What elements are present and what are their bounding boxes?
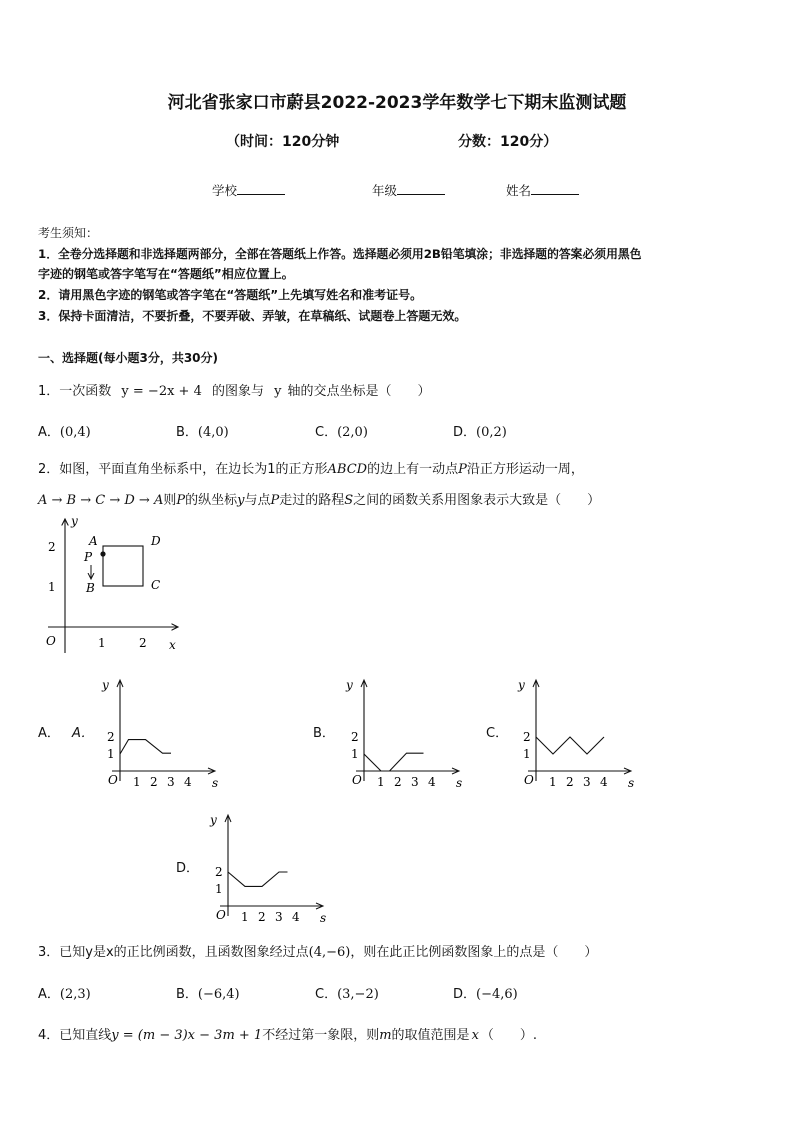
- q2-var-y: y: [237, 493, 245, 508]
- q1-option-b-letter: B．: [176, 425, 198, 440]
- q2-fig-origin: O: [46, 634, 56, 648]
- question-3: [38, 941, 597, 960]
- q2-text-1a: 2．如图，平面直角坐标系中，在边长为1的正方形: [38, 462, 328, 477]
- q2-text-2e: 与点: [244, 493, 271, 508]
- q2-square: [103, 546, 143, 586]
- exam-time: （时间：120分钟: [226, 134, 340, 150]
- graph-d-s-label: s: [320, 911, 327, 925]
- q1-mid: 的图象与: [212, 384, 265, 399]
- graph-c-tick-s-3: 3: [583, 775, 591, 789]
- name-blank[interactable]: [531, 182, 579, 195]
- graph-c-tick-y-1: 1: [523, 747, 531, 761]
- q4-suffix: （ ）.: [480, 1028, 538, 1043]
- graph-a-tick-s-4: 4: [184, 775, 192, 789]
- q3-option-d-value: (−4,6): [476, 987, 518, 1002]
- graph-a-s-label: s: [212, 776, 219, 790]
- q2-vertex-p: P: [84, 550, 93, 564]
- q1-option-a[interactable]: [38, 421, 91, 440]
- graph-a-curve: [120, 740, 171, 754]
- graph-d-curve: [228, 872, 288, 886]
- graph-d-origin: O: [216, 908, 226, 922]
- graph-d-tick-s-3: 3: [275, 910, 283, 924]
- q4-var-m: m: [379, 1028, 392, 1043]
- graph-b-tick-s-1: 1: [377, 775, 385, 789]
- q3-option-c-letter: C．: [315, 987, 338, 1002]
- q2-vertex-d: D: [151, 534, 161, 548]
- graph-c-curve: [536, 737, 604, 754]
- graph-d-y-label: y: [210, 813, 217, 827]
- graph-b-y-label: y: [346, 678, 353, 692]
- graph-a-tick-s-2: 2: [150, 775, 158, 789]
- school-field: [212, 181, 285, 199]
- q2-option-c-letter[interactable]: C．: [486, 726, 509, 741]
- page-title: 河北省张家口市蔚县2022-2023学年数学七下期末监测试题: [167, 93, 627, 113]
- graph-c-y-label: y: [518, 678, 525, 692]
- graph-c-s-label: s: [628, 776, 635, 790]
- name-label: 姓名: [506, 183, 532, 198]
- graph-a-origin: O: [108, 773, 118, 787]
- q3-option-d[interactable]: [453, 983, 518, 1002]
- q3-text-b: ，则在此正比例函数图象上的点是（ ）: [350, 945, 598, 960]
- q2-option-d-letter[interactable]: D．: [176, 861, 200, 876]
- q2-option-b-letter[interactable]: B．: [313, 726, 335, 741]
- graph-b-s-label: s: [456, 776, 463, 790]
- q2-path: A → B → C → D → A: [38, 493, 164, 508]
- q2-vertex-c: C: [151, 578, 161, 592]
- graph-a-tick-s-3: 3: [167, 775, 175, 789]
- graph-d-tick-s-1: 1: [241, 910, 249, 924]
- q2-figure: [38, 513, 188, 655]
- q3-option-b[interactable]: [176, 983, 240, 1002]
- name-field: [506, 181, 579, 199]
- q2-graph-c[interactable]: [514, 673, 639, 791]
- q1-suffix: 轴的交点坐标是（ ）: [287, 384, 431, 399]
- q2-text-2g: 走过的路程: [279, 493, 345, 508]
- q2-point-p-2: P: [176, 493, 186, 508]
- q1-axis: y: [274, 384, 282, 399]
- q2-fig-tick-y2: 2: [48, 540, 56, 554]
- q4-var-x: x: [471, 1028, 479, 1043]
- q1-option-b-value: (4,0): [197, 425, 229, 440]
- q2-point-p-dot: [100, 551, 105, 556]
- notice-item-1-line-1: 1．全卷分选择题和非选择题两部分，全部在答题纸上作答。选择题必须用2B铅笔填涂；非选择题的答案必须用黑色: [38, 247, 642, 261]
- q2-text-2i: 之间的函数关系用图象表示大致是（ ）: [353, 493, 601, 508]
- q3-option-b-value: (−6,4): [197, 987, 240, 1002]
- graph-b-origin: O: [352, 773, 362, 787]
- q4-prefix: 4．已知直线: [38, 1028, 112, 1043]
- graph-a-tick-s-1: 1: [133, 775, 141, 789]
- q1-option-d[interactable]: [453, 421, 507, 440]
- q2-line-1: [38, 458, 584, 477]
- q3-option-a[interactable]: [38, 983, 91, 1002]
- graph-c-tick-s-4: 4: [600, 775, 608, 789]
- grade-label: 年级: [372, 183, 398, 198]
- graph-a-tick-y-2: 2: [107, 730, 115, 744]
- graph-d-tick-s-2: 2: [258, 910, 266, 924]
- q2-square-name: ABCD: [327, 462, 368, 477]
- q2-fig-y-label: y: [71, 514, 78, 528]
- q2-fig-x-label: x: [169, 638, 176, 652]
- graph-c-origin: O: [524, 773, 534, 787]
- q2-line-2: [38, 489, 600, 508]
- q3-option-b-letter: B．: [176, 987, 198, 1002]
- q1-option-d-letter: D．: [453, 425, 477, 440]
- q2-option-a-extra: A．: [72, 726, 94, 741]
- graph-c-tick-y-2: 2: [523, 730, 531, 744]
- q3-option-a-value: (2,3): [59, 987, 91, 1002]
- graph-a-tick-y-1: 1: [107, 747, 115, 761]
- q1-option-a-value: (0,4): [59, 425, 91, 440]
- q2-vertex-a: A: [89, 534, 98, 548]
- notice-item-3: 3．保持卡面清洁，不要折叠，不要弄破、弄皱，在草稿纸、试题卷上答题无效。: [38, 309, 467, 323]
- graph-b-tick-y-2: 2: [351, 730, 359, 744]
- notice-heading: 考生须知：: [38, 226, 99, 240]
- q2-fig-tick-x2: 2: [139, 636, 147, 650]
- q3-option-c-value: (3,−2): [337, 987, 379, 1002]
- q2-graph-b[interactable]: [342, 673, 467, 791]
- q1-prefix: 1．一次函数: [38, 384, 112, 399]
- graph-b-tick-s-2: 2: [394, 775, 402, 789]
- q1-option-b[interactable]: [176, 421, 229, 440]
- grade-blank[interactable]: [397, 182, 445, 195]
- notice-item-2: 2．请用黑色字迹的钢笔或答字笔在“答题纸”上先填写姓名和准考证号。: [38, 288, 423, 302]
- graph-d-tick-y-2: 2: [215, 865, 223, 879]
- q2-graph-a[interactable]: [98, 673, 223, 791]
- question-1: [38, 380, 431, 399]
- graph-b-tick-y-1: 1: [351, 747, 359, 761]
- q2-text-2a: 则: [163, 493, 177, 508]
- school-blank[interactable]: [237, 182, 285, 195]
- q4-formula: y = (m − 3)x − 3m + 1: [111, 1028, 263, 1043]
- q1-option-c-value: (2,0): [337, 425, 368, 440]
- notice-item-1-line-2: 字迹的钢笔或答字笔写在“答题纸”相应位置上。: [38, 267, 294, 281]
- q1-formula: y = −2x + 4: [121, 384, 202, 399]
- q1-option-d-value: (0,2): [476, 425, 507, 440]
- graph-d-tick-y-1: 1: [215, 882, 223, 896]
- graph-a-y-label: y: [102, 678, 109, 692]
- q4-mid2: 的取值范围是: [391, 1028, 470, 1043]
- q3-option-a-letter: A．: [38, 987, 60, 1002]
- q2-var-s: S: [344, 493, 354, 508]
- graph-c-tick-s-2: 2: [566, 775, 574, 789]
- q2-graph-d[interactable]: [206, 808, 331, 926]
- graph-c-tick-s-1: 1: [549, 775, 557, 789]
- q2-point-p: P: [458, 462, 467, 477]
- graph-b-tick-s-4: 4: [428, 775, 436, 789]
- q3-text-a: 3．已知y是x的正比例函数，且函数图象经过点: [38, 945, 309, 960]
- question-4: [38, 1024, 537, 1043]
- q2-fig-tick-x1: 1: [98, 636, 106, 650]
- q2-fig-tick-y1: 1: [48, 580, 56, 594]
- q3-option-c[interactable]: [315, 983, 379, 1002]
- q2-option-a-letter[interactable]: A．: [38, 726, 60, 741]
- q2-point-p-3: P: [270, 493, 280, 508]
- q2-vertex-b: B: [86, 581, 95, 595]
- q3-option-d-letter: D．: [453, 987, 477, 1002]
- q4-mid: 不经过第一象限，则: [262, 1028, 380, 1043]
- graph-b-tick-s-3: 3: [411, 775, 419, 789]
- q1-option-a-letter: A．: [38, 425, 60, 440]
- graph-b-curve: [364, 753, 424, 771]
- q3-point: (4,−6): [308, 945, 351, 960]
- q2-text-2c: 的纵坐标: [185, 493, 238, 508]
- q2-text-1c: 的边上有一动点: [367, 462, 459, 477]
- section-heading: 一、选择题(每小题3分，共30分): [38, 351, 219, 365]
- q1-option-c-letter: C．: [315, 425, 338, 440]
- exam-score: 分数：120分）: [458, 134, 558, 150]
- q2-text-1e: 沿正方形运动一周，: [466, 462, 584, 477]
- graph-d-tick-s-4: 4: [292, 910, 300, 924]
- school-label: 学校: [212, 183, 238, 198]
- q1-option-c[interactable]: [315, 421, 368, 440]
- grade-field: [372, 181, 445, 199]
